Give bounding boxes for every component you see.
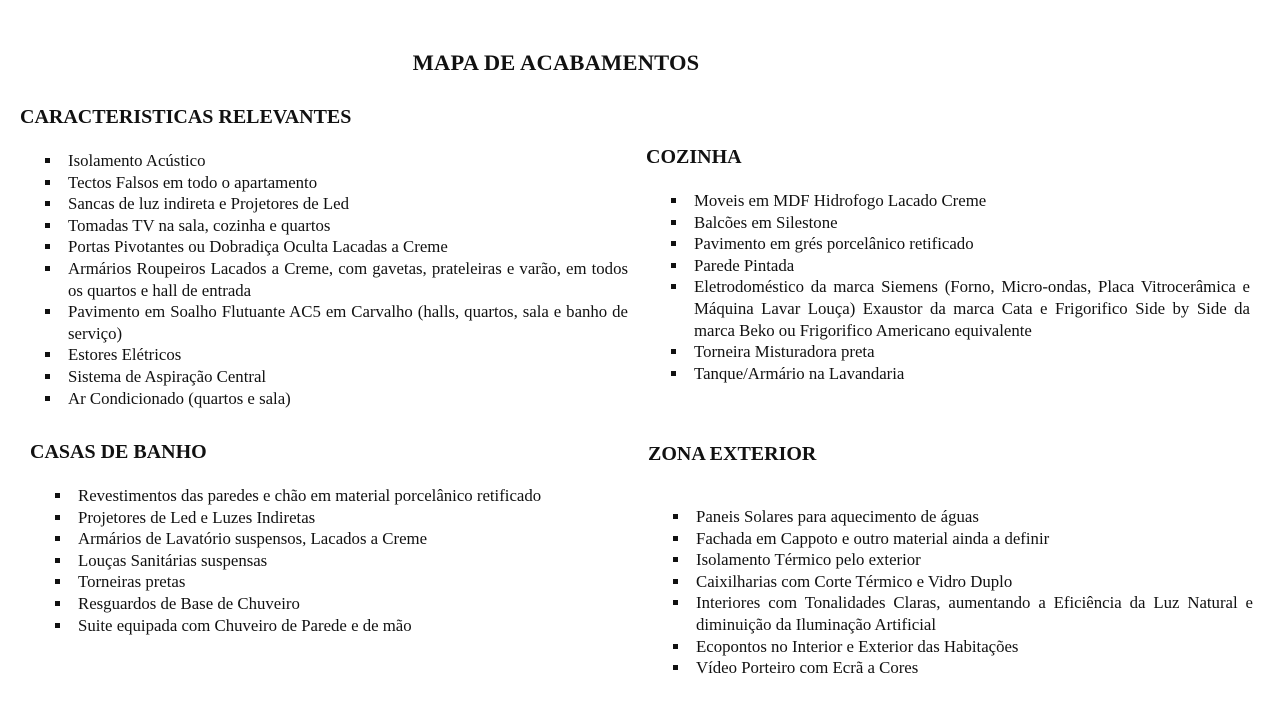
cozinha-list [646,190,1250,384]
list-item: Sancas de luz indireta e Projetores de Led [68,193,628,215]
casas-banho-list [30,485,658,636]
section-caracteristicas [20,106,628,409]
list-item: Portas Pivotantes ou Dobradiça Oculta Lacadas a Creme [68,236,628,258]
list-item: Suite equipada com Chuveiro de Parede e de mão [78,615,658,637]
list-item: Armários de Lavatório suspensos, Lacados a Creme [78,528,658,550]
list-item: Fachada em Cappoto e outro material ainda a definir [696,528,1253,550]
section-heading-caracteristicas: CARACTERISTICAS RELEVANTES [20,106,352,128]
section-heading-zona-exterior: ZONA EXTERIOR [648,443,817,465]
list-item: Ar Condicionado (quartos e sala) [68,388,628,410]
page-title: MAPA DE ACABAMENTOS [412,50,700,75]
list-item: Pavimento em Soalho Flutuante AC5 em Carvalho (halls, quartos, sala e banho de serviço) [68,302,628,343]
zona-exterior-list [648,506,1253,679]
list-item: Paneis Solares para aquecimento de águas [696,506,1253,528]
section-cozinha [646,146,1250,384]
list-item: Balcões em Silestone [694,212,1250,234]
list-item: Isolamento Acústico [68,150,628,172]
section-heading-cozinha: COZINHA [646,146,742,168]
list-item: Resguardos de Base de Chuveiro [78,593,658,615]
list-item: Parede Pintada [694,255,1250,277]
list-item: Eletrodoméstico da marca Siemens (Forno, Micro-ondas, Placa Vitrocerâmica e Máquina Lavar Louça) Exaustor da marca Cata e Frigorifico Side by Side da marca Beko ou Frigorifico Americano equivalente [694,277,1250,340]
list-item: Sistema de Aspiração Central [68,366,628,388]
list-item: Tectos Falsos em todo o apartamento [68,172,628,194]
list-item: Tanque/Armário na Lavandaria [694,363,1250,385]
list-item: Torneiras pretas [78,571,658,593]
list-item: Isolamento Térmico pelo exterior [696,549,1253,571]
caracteristicas-list [20,150,628,409]
list-item: Caixilharias com Corte Térmico e Vidro Duplo [696,571,1253,593]
list-item: Revestimentos das paredes e chão em material porcelânico retificado [78,485,658,507]
section-casas-banho [30,441,658,636]
list-item: Moveis em MDF Hidrofogo Lacado Creme [694,190,1250,212]
list-item: Louças Sanitárias suspensas [78,550,658,572]
section-heading-casas-banho: CASAS DE BANHO [30,441,207,463]
list-item: Ecopontos no Interior e Exterior das Habitações [696,636,1253,658]
list-item: Interiores com Tonalidades Claras, aumentando a Eficiência da Luz Natural e diminuição da Iluminação Artificial [696,593,1253,634]
list-item: Torneira Misturadora preta [694,341,1250,363]
list-item: Estores Elétricos [68,344,628,366]
list-item: Pavimento em grés porcelânico retificado [694,233,1250,255]
section-zona-exterior [648,443,1253,679]
list-item: Armários Roupeiros Lacados a Creme, com gavetas, prateleiras e varão, em todos os quartos e hall de entrada [68,258,628,300]
list-item: Projetores de Led e Luzes Indiretas [78,507,658,529]
list-item: Tomadas TV na sala, cozinha e quartos [68,215,628,237]
list-item: Vídeo Porteiro com Ecrã a Cores [696,657,1253,679]
